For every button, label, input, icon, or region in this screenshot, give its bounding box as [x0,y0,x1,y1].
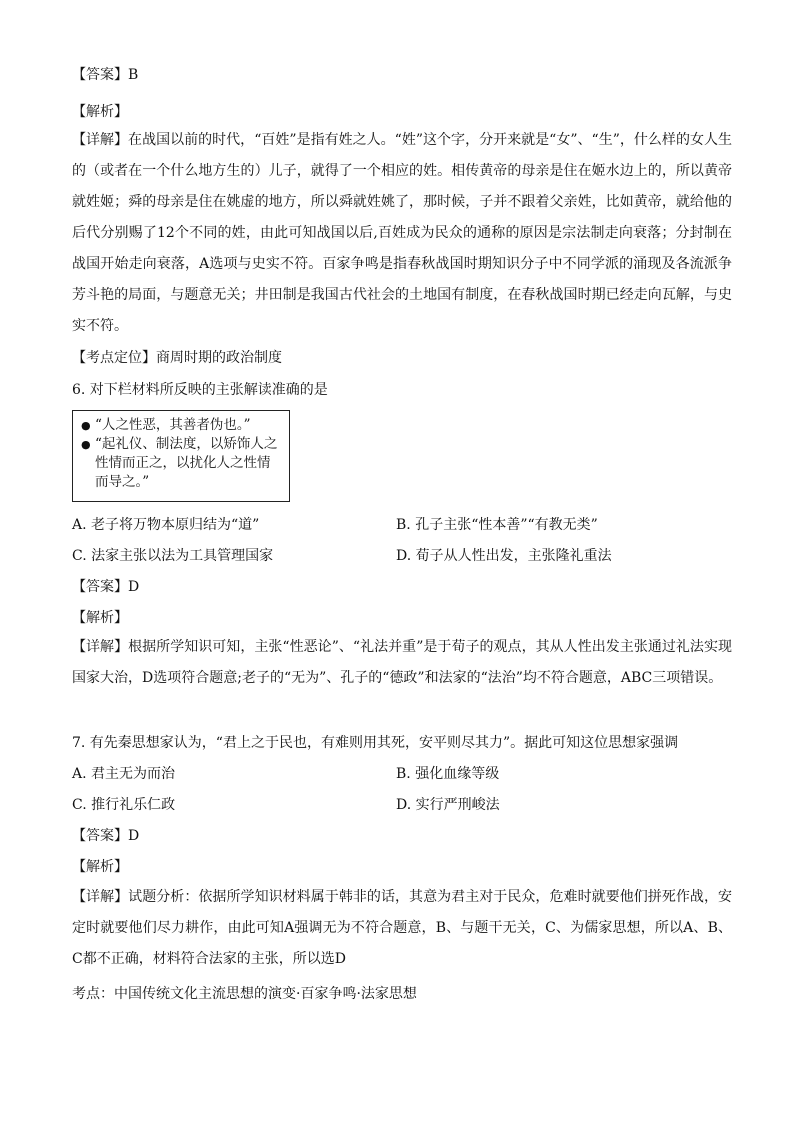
q7-stem: 7. 有先秦思想家认为，“君上之于民也，有难则用其死，安平则尽其力”。据此可知这位思想家强调 [72,735,679,751]
q7-answer: 【答案】D [72,828,140,844]
bullet-icon: ● [81,438,91,451]
q6-analysis-heading: 【解析】 [72,610,128,626]
q6-answer: 【答案】D [72,579,140,595]
q7-detail: 【详解】试题分析：依据所学知识材料属于韩非的话，其意为君主对于民众，危难时就要他们拼死作战，安定时就要他们尽力耕作，由此可知A强调无为不符合题意，B、与题干无关，C、为儒家思想，所以A、B、C都不正确，材料符合法家的主张，所以选D [72,889,732,967]
q6-option-d: D. 荀子从人性出发，主张隆礼重法 [396,548,612,564]
q6-material-item: ● “人之性恶，其善者伪也。” [81,417,251,433]
q6-stem: 6. 对下栏材料所反映的主张解读准确的是 [72,382,328,398]
q6-option-a: A. 老子将万物本原归结为“道” [72,517,260,533]
q5-answer: 【答案】B [72,67,139,83]
q6-option-b: B. 孔子主张“性本善”“有教无类” [396,517,598,533]
q6-material-box [72,410,290,502]
q5-detail: 【详解】在战国以前的时代，“百姓”是指有姓之人。“姓”这个字，分开来就是“女”、“生”，什么样的女人生的（或者在一个什么地方生的）儿子，就得了一个相应的姓。相传黄帝的母亲是住在姬水边上的，所以黄帝就姓姬；舜的母亲是住在姚虚的地方，所以舜就姓姚了，那时候，子并不跟着父亲姓，比如黄帝，就给他的后代分别赐了12个不同的姓，由此可知战国以后,百姓成为民众的通称的原因是宗法制走向衰落；分封制在战国开始走向衰落，A选项与史实不符。百家争鸣是指春秋战国时期知识分子中不同学派的涌现及各流派争芳斗艳的局面，与题意无关；井田制是我国古代社会的土地国有制度，在春秋战国时期已经走向瓦解，与史实不符。 [72,132,732,334]
q6-detail: 【详解】根据所学知识可知，主张“性恶论”、“礼法并重”是于荀子的观点，其从人性出发主张通过礼法实现国家大治，D选项符合题意;老子的“无为”、孔子的“德政”和法家的“法治”均不符合题意，ABC三项错误。 [72,639,732,686]
q7-option-c: C. 推行礼乐仁政 [72,797,176,813]
q5-kaodian: 【考点定位】商周时期的政治制度 [72,350,282,366]
q6-material-item: ● “起礼仪、制法度，以矫饰人之性情而正之，以扰化人之性情而导之。” [81,436,278,490]
q6-option-c: C. 法家主张以法为工具管理国家 [72,548,274,564]
q7-option-a: A. 君主无为而治 [72,766,176,782]
q7-kaodian: 考点：中国传统文化主流思想的演变·百家争鸣·法家思想 [72,986,417,1002]
q7-option-d: D. 实行严刑峻法 [396,797,500,813]
q7-option-b: B. 强化血缘等级 [396,766,500,782]
q5-analysis-heading: 【解析】 [72,104,128,120]
bullet-icon: ● [81,419,91,432]
q7-analysis-heading: 【解析】 [72,859,128,875]
